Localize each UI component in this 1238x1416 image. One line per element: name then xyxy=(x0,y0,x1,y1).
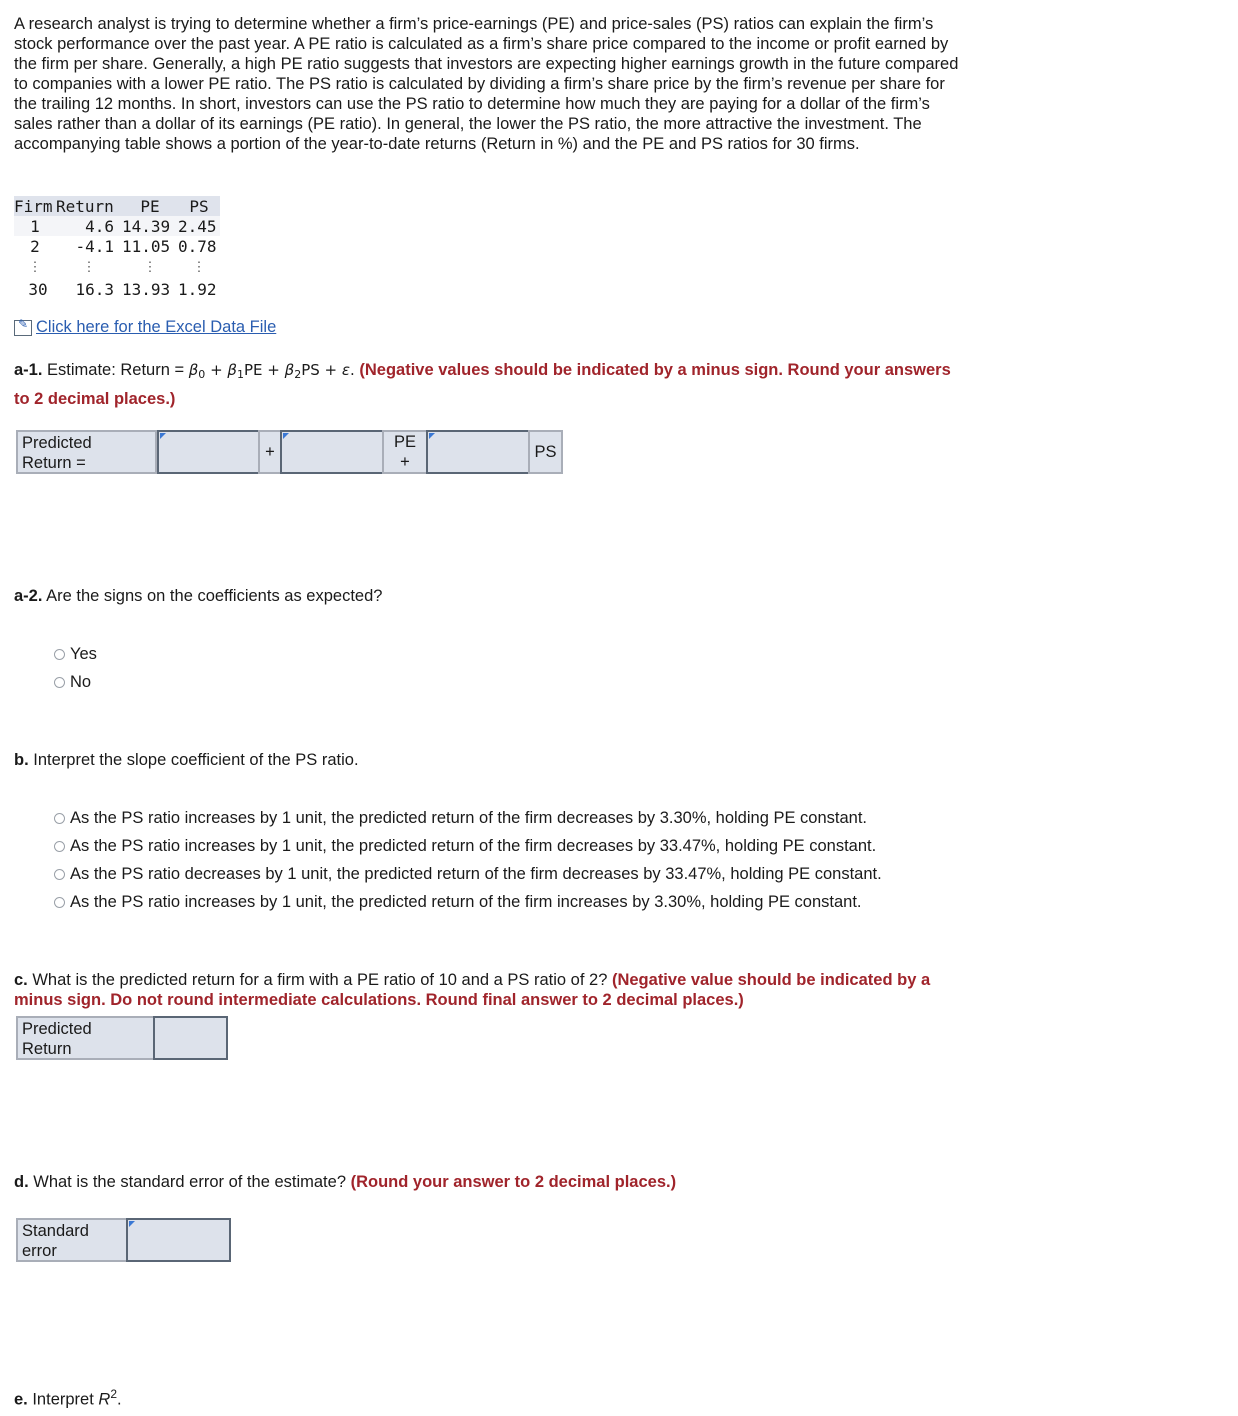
ps-label xyxy=(528,430,563,474)
label-line: Return = xyxy=(22,454,86,472)
ellipsis: ⋮ xyxy=(82,259,96,275)
option-b3[interactable] xyxy=(54,864,882,884)
question-b xyxy=(14,748,964,772)
plus-label xyxy=(258,430,282,474)
radio-button[interactable] xyxy=(54,841,65,852)
cell-ps: 2.45 xyxy=(178,216,220,236)
plus-symbol: + xyxy=(205,361,228,379)
table-header-row xyxy=(14,196,220,216)
cell-pe: 14.39 xyxy=(122,216,178,236)
regression-equation xyxy=(189,361,355,379)
option-yes[interactable] xyxy=(54,644,97,664)
superscript: 2 xyxy=(110,1387,117,1401)
subscript: 1 xyxy=(236,368,244,381)
radio-button[interactable] xyxy=(54,897,65,908)
cell-return: 4.6 xyxy=(56,216,122,236)
epsilon-symbol: ε xyxy=(341,361,350,379)
question-label: c. xyxy=(14,971,28,989)
label-line: Standard xyxy=(22,1222,89,1240)
radio-button[interactable] xyxy=(54,649,65,660)
question-label: e. xyxy=(14,1390,28,1409)
cell-firm: 30 xyxy=(28,279,48,299)
subscript: 0 xyxy=(198,368,206,381)
instruction: (Negative values should be indicated by a minus sign. Round your answers to 2 decimal places.) xyxy=(14,361,951,408)
option-label: No xyxy=(70,673,92,691)
cell-pe: 13.93 xyxy=(122,279,171,299)
table-ellipsis-row xyxy=(14,256,220,278)
beta-symbol: β xyxy=(188,361,199,379)
subscript: 2 xyxy=(294,368,302,381)
question-text: What is the standard error of the estimate? xyxy=(28,1173,346,1191)
period: . xyxy=(350,361,355,379)
cell-pe: 11.05 xyxy=(122,236,178,256)
table-row xyxy=(14,216,220,236)
excel-link-text: Click here for the Excel Data File xyxy=(36,318,277,336)
var-ps: PS xyxy=(301,361,320,379)
col-pe: PE xyxy=(122,196,178,216)
instruction: (Negative value should be indicated by a minus sign. Do not round intermediate calculations. Round final answer to 2 decimal places.) xyxy=(14,971,931,1009)
predicted-return-label xyxy=(16,430,157,474)
option-label: As the PS ratio increases by 1 unit, the predicted return of the firm decreases by 33.47%, holding PE constant. xyxy=(70,837,877,855)
question-label: a-1. xyxy=(14,361,43,379)
option-b2[interactable] xyxy=(54,836,876,856)
col-return: Return xyxy=(56,196,122,216)
col-ps: PS xyxy=(178,196,220,216)
option-b1[interactable] xyxy=(54,808,867,828)
question-c xyxy=(14,970,964,1010)
question-label: a-2. xyxy=(14,587,43,605)
standard-error-label xyxy=(16,1218,128,1262)
pe-text: PE xyxy=(393,433,416,451)
period: . xyxy=(117,1390,122,1409)
option-b4[interactable] xyxy=(54,892,862,912)
option-label: As the PS ratio decreases by 1 unit, the predicted return of the firm decreases by 33.47%, holding PE constant. xyxy=(70,865,882,883)
radio-button[interactable] xyxy=(54,813,65,824)
cell-firm: 1 xyxy=(14,216,56,236)
intercept-input[interactable] xyxy=(157,430,260,474)
question-label: d. xyxy=(14,1173,29,1191)
excel-data-link[interactable] xyxy=(14,318,276,337)
radio-button[interactable] xyxy=(54,869,65,880)
label-line: Predicted xyxy=(22,434,92,452)
intro-paragraph: A research analyst is trying to determine whether a firm’s price-earnings (PE) and price-sales (PS) ratios can explain the firm’s stock performance over the past year. A PE ratio is calculated as a firm’s share price compared to the income or profit earned by the firm per share. Generally, a high PE ratio suggests that investors are expecting higher earnings growth in the future compared to companies with a lower PE ratio. The PS ratio is calculated by dividing a firm’s share price by the firm’s revenue per share for the trailing 12 months. In short, investors can use the PS ratio to determine how much they are paying for a dollar of the firm’s sales rather than a dollar of its earnings (PE ratio). In general, the lower the PS ratio, the more attractive the investment. The accompanying table shows a portion of the year-to-date returns (Return in %) and the PE and PS ratios for 30 firms. xyxy=(14,15,959,153)
question-text: Are the signs on the coefficients as expected? xyxy=(42,587,383,605)
label-line: Predicted xyxy=(22,1020,92,1038)
question-e xyxy=(14,1382,964,1412)
beta-symbol: β xyxy=(227,361,237,379)
table-row xyxy=(14,278,220,300)
plus-text: + xyxy=(265,443,275,461)
data-table xyxy=(14,196,220,300)
beta-symbol: β xyxy=(284,361,295,379)
predicted-return-input[interactable] xyxy=(153,1016,228,1060)
option-label: As the PS ratio increases by 1 unit, the predicted return of the firm increases by 3.30%, holding PE constant. xyxy=(70,893,862,911)
plus-symbol: + xyxy=(262,361,285,379)
col-firm: Firm xyxy=(14,196,56,216)
r-symbol: R xyxy=(98,1390,111,1409)
pe-coefficient-input[interactable] xyxy=(280,430,384,474)
table-row xyxy=(14,236,220,256)
ellipsis: ⋮ xyxy=(192,259,206,275)
radio-button[interactable] xyxy=(54,677,65,688)
plus-symbol: + xyxy=(319,361,342,379)
question-text: Interpret the slope coefficient of the PS ratio. xyxy=(28,751,359,769)
cell-return: -4.1 xyxy=(56,236,122,256)
question-a1 xyxy=(14,358,964,411)
var-pe: PE xyxy=(243,361,263,379)
pe-plus-label xyxy=(382,430,428,474)
predicted-return-label xyxy=(16,1016,155,1060)
standard-error-input[interactable] xyxy=(126,1218,231,1262)
label-line: error xyxy=(22,1242,57,1260)
question-text: Interpret xyxy=(27,1390,99,1409)
excel-file-icon xyxy=(14,320,32,336)
plus-text: + xyxy=(400,453,410,471)
question-text: Estimate: Return = xyxy=(42,361,189,379)
option-label: Yes xyxy=(70,645,97,663)
question-a2 xyxy=(14,584,964,608)
cell-ps: 0.78 xyxy=(178,236,220,256)
ellipsis: ⋮ xyxy=(143,259,157,275)
ps-text: PS xyxy=(534,443,557,461)
cell-return: 16.3 xyxy=(75,279,114,299)
cell-ps: 1.92 xyxy=(178,279,217,299)
instruction: (Round your answer to 2 decimal places.) xyxy=(346,1173,677,1191)
question-d xyxy=(14,1170,964,1194)
cell-firm: 2 xyxy=(14,236,56,256)
ps-coefficient-input[interactable] xyxy=(426,430,530,474)
option-no[interactable] xyxy=(54,672,91,692)
label-line: Return xyxy=(22,1040,72,1058)
option-label: As the PS ratio increases by 1 unit, the predicted return of the firm decreases by 3.30%, holding PE constant. xyxy=(70,809,868,827)
question-label: b. xyxy=(14,751,29,769)
ellipsis: ⋮ xyxy=(28,259,42,275)
question-text: What is the predicted return for a firm with a PE ratio of 10 and a PS ratio of 2? xyxy=(27,971,608,989)
